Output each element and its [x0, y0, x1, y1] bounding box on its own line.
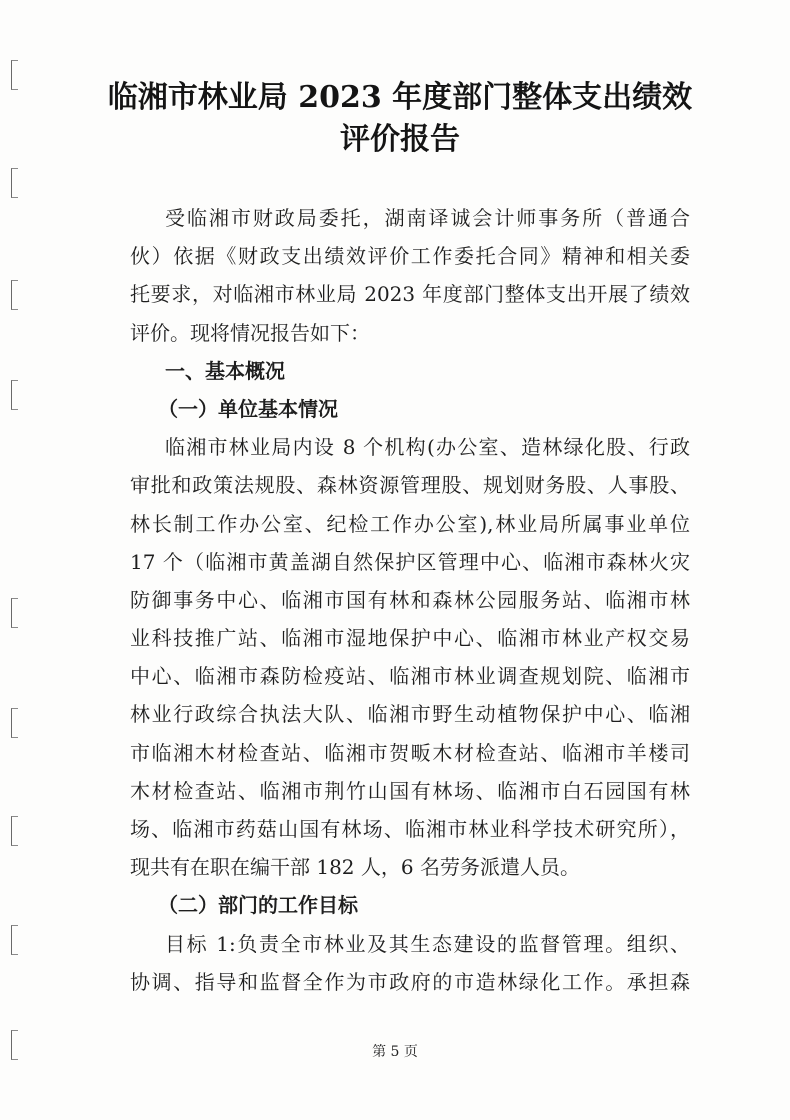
paragraph-line: 场、临湘市药菇山国有林场、临湘市林业科学技术研究所），: [130, 817, 690, 841]
paragraph-line: 临湘市林业局内设 8 个机构(办公室、造林绿化股、行政: [165, 435, 690, 460]
paragraph-line: 协调、指导和监督全作为市政府的市造林绿化工作。承担森: [130, 969, 690, 994]
document-title-line: 临湘市林业局 2023 年度部门整体支出绩效: [107, 80, 693, 115]
binding-mark: [11, 708, 18, 738]
paragraph-line: 现共有在职在编干部 182 人，6 名劳务派遣人员。: [130, 855, 580, 880]
paragraph-line: 中心、临湘市森防检疫站、临湘市林业调查规划院、临湘市: [130, 664, 690, 689]
paragraph-line: 伙）依据《财政支出绩效评价工作委托合同》精神和相关委: [130, 244, 690, 269]
paragraph-line: 受临湘市财政局委托，湖南译诚会计师事务所（普通合: [165, 206, 690, 230]
paragraph-line: 托要求，对临湘市林业局 2023 年度部门整体支出开展了绩效: [130, 282, 690, 307]
subsection-heading: （一）单位基本情况: [158, 396, 338, 421]
section-heading: 一、基本概况: [165, 358, 285, 383]
paragraph-line: 市临湘木材检查站、临湘市贺畈木材检查站、临湘市羊楼司: [130, 740, 690, 765]
paragraph-line: 防御事务中心、临湘市国有林和森林公园服务站、临湘市林: [130, 587, 690, 612]
paragraph-line: 林业行政综合执法大队、临湘市野生动植物保护中心、临湘: [130, 702, 690, 727]
binding-mark: [11, 925, 18, 955]
binding-mark: [11, 598, 18, 628]
binding-mark: [11, 380, 18, 410]
document-title: [0, 77, 790, 161]
paragraph-line: 木材检查站、临湘市荆竹山国有林场、临湘市白石园国有林: [130, 778, 690, 803]
document-body: [130, 199, 690, 1001]
binding-mark: [11, 280, 18, 310]
page-number: 第 5 页: [372, 1044, 418, 1060]
binding-mark: [11, 168, 18, 198]
binding-mark: [11, 816, 18, 846]
paragraph-line: 业科技推广站、临湘市湿地保护中心、临湘市林业产权交易: [130, 626, 690, 651]
paragraph-line: 评价。现将情况报告如下：: [130, 320, 370, 345]
paragraph-line: 审批和政策法规股、森林资源管理股、规划财务股、人事股、: [130, 473, 690, 498]
document-title-line: 评价报告: [340, 122, 460, 157]
paragraph-line: 林长制工作办公室、纪检工作办公室),林业局所属事业单位: [130, 511, 690, 536]
paragraph-line: 目标 1:负责全市林业及其生态建设的监督管理。组织、: [165, 931, 690, 956]
subsection-heading: （二）部门的工作目标: [158, 893, 358, 918]
paragraph-line: 17 个（临湘市黄盖湖自然保护区管理中心、临湘市森林火灾: [130, 549, 690, 574]
